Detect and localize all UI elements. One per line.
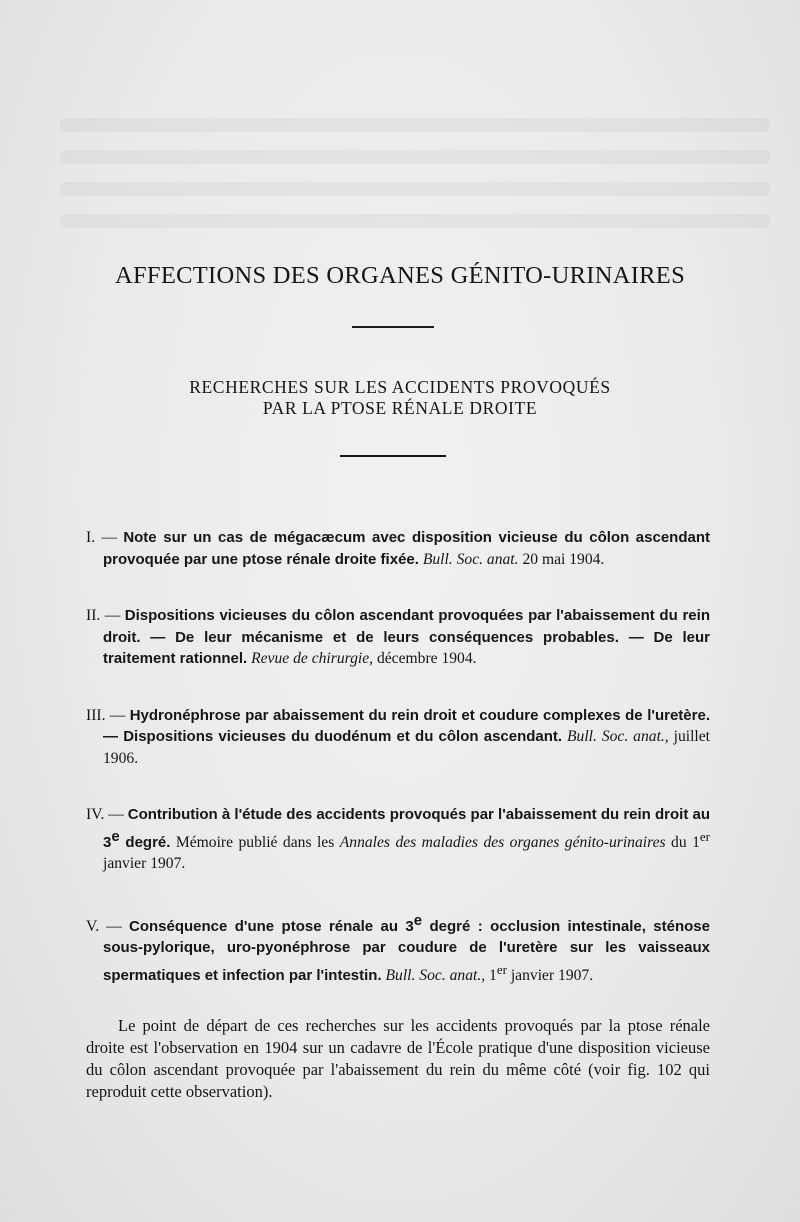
reference-number: II. — (86, 607, 125, 624)
show-through (60, 214, 770, 228)
reference-date: juillet 1906. (103, 728, 711, 767)
show-through (60, 150, 770, 164)
reference-item-4 (86, 804, 710, 875)
reference-source: Bull. Soc. anat., (562, 728, 669, 745)
subtitle-line-2: PAR LA PTOSE RÉNALE DROITE (262, 398, 538, 418)
reference-date: 20 mai 1904. (518, 550, 605, 568)
reference-source: Bull. Soc. anat. (418, 550, 519, 568)
reference-number: III. — (86, 706, 130, 724)
body-paragraph: Le point de départ de ces recherches sur les accidents provoqués par la ptose rénale droite est l'observation en 1904 sur un cadavre de l'École pratique d'une disposition vicieuse du côlon ascendant provoquée par l'abaissement du rein du même côté (voir fig. 102 qui reproduit cette observation). (86, 1016, 710, 1101)
reference-date: 1 (485, 967, 497, 985)
reference-date: du 1 (665, 833, 700, 851)
reference-source: Annales des maladies des organes génito-urinaires (339, 833, 666, 851)
reference-source: Bull. Soc. anat., (381, 967, 486, 985)
reference-title-superscript: e (413, 911, 423, 929)
reference-item-3 (86, 705, 710, 770)
reference-title: Dispositions vicieuses du côlon ascendant provoquées par l'abaissement du rein droit. — De leur mécanisme et de leurs conséquences probables. — De leur traitement rationnel. (103, 607, 710, 667)
reference-title: Hydronéphrose par abaissement du rein droit et coudure complexes de l'uretère. — Dispositions vicieuses du duodénum et du côlon ascendant. (103, 706, 710, 745)
reference-item-1 (86, 527, 710, 570)
reference-date-superscript: er (699, 828, 710, 844)
reference-number: IV. — (86, 806, 128, 823)
reference-title-superscript: e (111, 827, 120, 845)
reference-note: Mémoire publié dans les (170, 833, 340, 851)
section-title: AFFECTIONS DES ORGANES GÉNITO-URINAIRES (114, 262, 685, 289)
reference-date-superscript: er (496, 961, 507, 977)
reference-title: Note sur un cas de mégacæcum avec disposition vicieuse du côlon ascendant provoquée par une ptose rénale droite fixée. (103, 529, 711, 568)
reference-date: décembre 1904. (373, 650, 477, 667)
show-through (60, 182, 770, 196)
reference-title: Conséquence d'une ptose rénale au 3 (129, 917, 414, 935)
reference-item-5 (86, 910, 710, 987)
reference-title: Contribution à l'étude des accidents provoqués par l'abaissement du rein droit au 3 (103, 806, 711, 851)
reference-title-end: degré. (119, 833, 171, 851)
reference-date-end: janvier 1907. (506, 967, 594, 985)
reference-item-2 (86, 605, 710, 670)
reference-number: V. — (86, 917, 129, 935)
reference-number: I. — (86, 529, 124, 546)
show-through (60, 118, 770, 132)
references-list (86, 527, 710, 1022)
reference-date-end: janvier 1907. (103, 855, 186, 873)
title-rule (352, 326, 434, 328)
reference-source: Revue de chirurgie, (247, 650, 374, 667)
subtitle-rule (340, 455, 446, 457)
reference-title-end: degré : occlusion intestinale, sténose sous-pylorique, uro-pyonéphrose par coudure de l'uretère sur les vaisseaux spermatiques et infection par l'intestin. (103, 917, 710, 985)
subtitle-line-1: RECHERCHES SUR LES ACCIDENTS PROVOQUÉS (189, 377, 611, 397)
chapter-subtitle (0, 377, 800, 419)
